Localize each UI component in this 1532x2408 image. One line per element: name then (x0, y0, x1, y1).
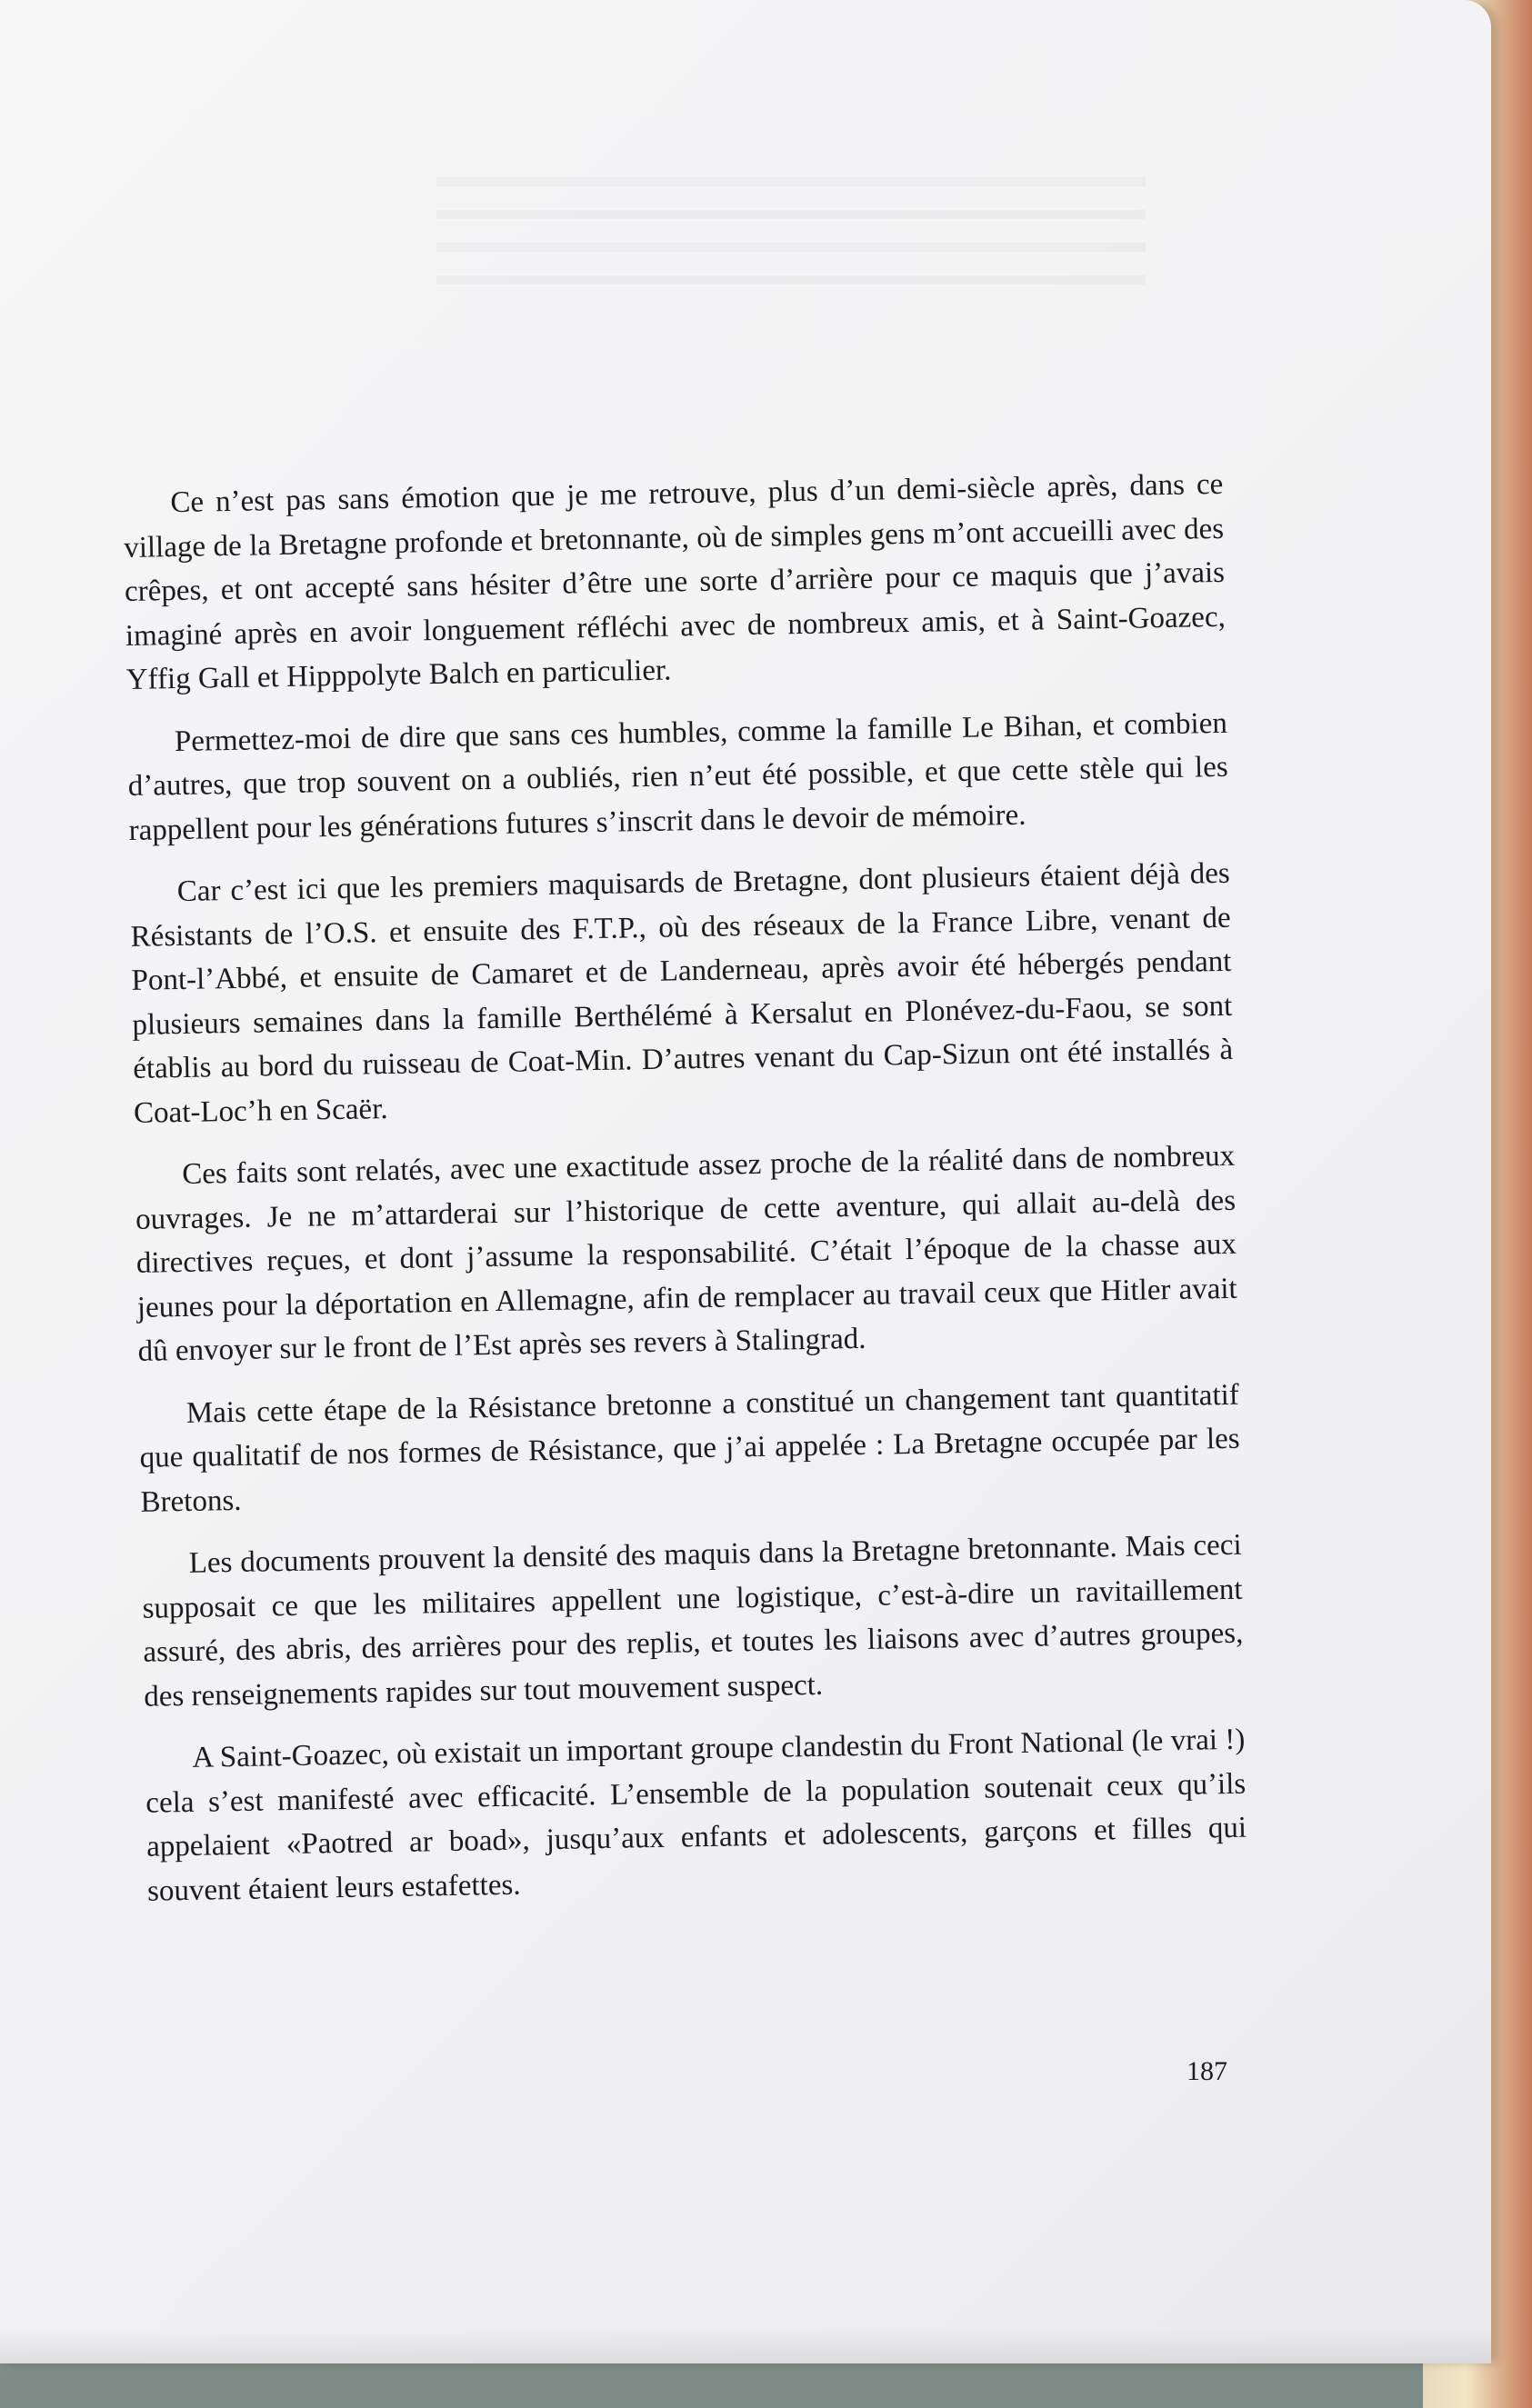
paragraph-4: Ces faits sont relatés, avec une exactitude assez proche de la réalité dans de nombreux ouvrages. Je ne m’attarderai sur l’historique de cette aventure, qui allait au-delà des directives reçues, et dont j’assume la responsabilité. C’était l’époque de la chasse aux jeunes pour la déportation en Allemagne, afin de remplacer au travail ceux que Hitler avait dû envoyer sur le front de l’Est après ses revers à Stalingrad. (135, 1139, 1237, 1368)
paragraph-7: A Saint-Goazec, où existait un important groupe clandestin du Front National (le vrai !) cela s’est manifesté avec efficacité. L’ensemble de la population soutenait ceux qu’ils appelaient «Paotred ar boad», jusqu’aux enfants et adolescents, garçons et filles qui souvent étaient leurs estafettes. (145, 1723, 1247, 1908)
paragraph-1: Ce n’est pas sans émotion que je me retrouve, plus d’un demi-siècle après, dans ce village de la Bretagne profonde et bretonnante, où de simples gens m’ont accueilli avec des crêpes, et ont accepté sans hésiter d’être une sorte d’arrière pour ce maquis que j’avais imaginé après en avoir longuement réfléchi avec de nombreux amis, et à Saint-Goazec, Yffig Gall et Hipppolyte Balch en particulier. (123, 467, 1227, 696)
paragraph-6: Les documents prouvent la densité des maquis dans la Bretagne bretonnante. Mais ceci supposait ce que les militaires appellent une logistique, c’est-à-dire un ravitaillement assuré, des abris, des arrières pour des replis, et toutes les liaisons avec d’autres groupes, des renseignements rapides sur tout mouvement suspect. (142, 1528, 1244, 1714)
page-number: 187 (1187, 2056, 1227, 2086)
paragraph-2: Permettez-moi de dire que sans ces humbles, comme la famille Le Bihan, et combien d’autres, que trop souvent on a oubliés, rien n’eut été possible, et que cette stèle qui les rappellent pour les générations futures s’inscrit dans le devoir de mémoire. (127, 706, 1228, 847)
page-body-text (123, 463, 1248, 1932)
page-bottom-shadow (0, 2327, 1491, 2363)
paragraph-3: Car c’est ici que les premiers maquisards de Bretagne, dont plusieurs étaient déjà des Résistants de l’O.S. et ensuite des F.T.P., où des réseaux de la France Libre, venant de Pont-l’Abbé, et ensuite de Camaret et de Landerneau, après avoir été hébergés pendant plusieurs semaines dans la famille Berthélémé à Kersalut en Plonévez-du-Faou, se sont établis au bord du ruisseau de Coat-Min. D’autres venant du Cap-Sizun ont été installés à Coat-Loc’h en Scaër. (130, 856, 1234, 1130)
paragraph-5: Mais cette étape de la Résistance bretonne a constitué un changement tant quantitatif que qualitatif de nos formes de Résistance, que j’ai appelée : La Bretagne occupée par les Bretons. (139, 1378, 1240, 1519)
show-through-text (436, 177, 1146, 295)
